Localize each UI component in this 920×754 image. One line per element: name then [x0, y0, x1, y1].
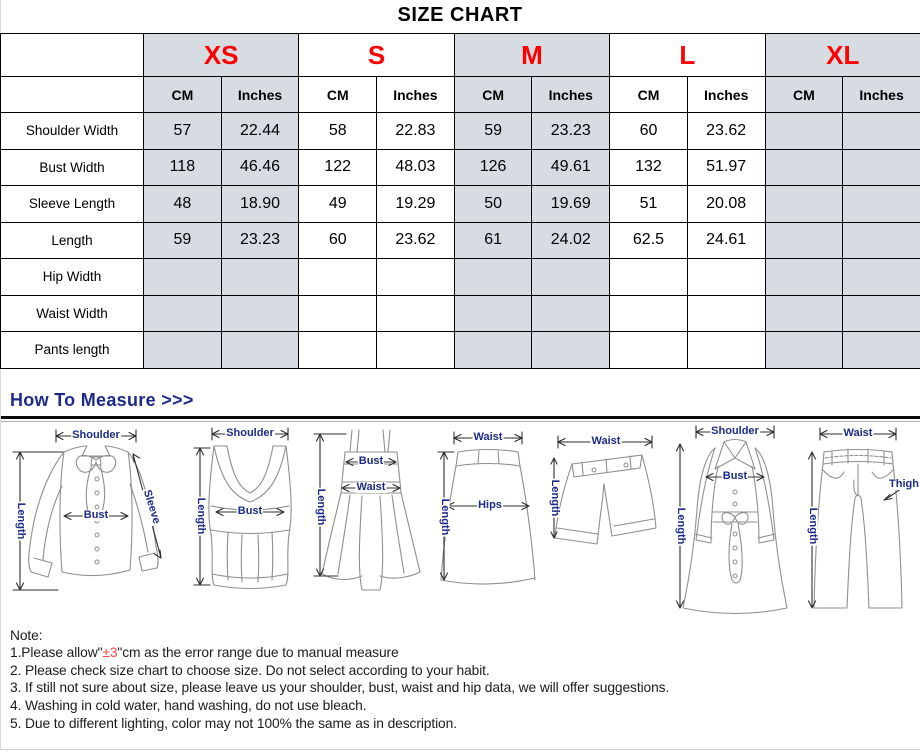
- corner-cell: [1, 34, 144, 77]
- value-cell: [610, 295, 688, 332]
- divider-line: [0, 416, 920, 419]
- dress-drawing: [312, 422, 430, 619]
- value-cell: [221, 259, 299, 296]
- value-cell: 62.5: [610, 222, 688, 259]
- table-row: [1, 186, 920, 223]
- size-header-row: [1, 34, 920, 77]
- value-cell: 122: [299, 149, 377, 186]
- note-item: 4. Washing in cold water, hand washing, do not use bleach.: [10, 697, 367, 713]
- value-cell: [221, 332, 299, 369]
- value-cell: 23.62: [377, 222, 455, 259]
- table-row: [1, 222, 920, 259]
- row-label: Waist Width: [1, 295, 144, 332]
- how-to-measure-heading: How To Measure >>>: [10, 389, 194, 410]
- row-label: Sleeve Length: [1, 186, 144, 223]
- measure-label: Length: [548, 479, 561, 516]
- table-row: [1, 113, 920, 150]
- measure-label: Bust: [722, 469, 748, 482]
- table-row: [1, 295, 920, 332]
- unit-header: Inches: [843, 77, 920, 113]
- value-cell: [765, 259, 843, 296]
- figure-dress: [312, 422, 430, 619]
- size-header-s: S: [299, 34, 454, 77]
- size-header-m: M: [454, 34, 609, 77]
- value-cell: [221, 295, 299, 332]
- measure-label: Length: [438, 498, 451, 535]
- value-cell: 59: [454, 113, 532, 150]
- size-header-xs: XS: [144, 34, 299, 77]
- value-cell: 57: [144, 113, 222, 150]
- value-cell: 19.29: [377, 186, 455, 223]
- value-cell: [454, 295, 532, 332]
- value-cell: [687, 332, 765, 369]
- value-cell: [532, 332, 610, 369]
- size-header-l: L: [610, 34, 765, 77]
- value-cell: [843, 259, 920, 296]
- unit-header: Inches: [532, 77, 610, 113]
- note-item: 2. Please check size chart to choose size. Do not select according to your habit.: [10, 662, 490, 678]
- measure-label: Thigh: [889, 477, 919, 490]
- table-row: [1, 149, 920, 186]
- value-cell: 61: [454, 222, 532, 259]
- value-cell: 20.08: [687, 186, 765, 223]
- value-cell: [377, 332, 455, 369]
- value-cell: 48.03: [377, 149, 455, 186]
- measure-label: Waist: [356, 480, 386, 493]
- value-cell: 59: [144, 222, 222, 259]
- measure-label: Length: [674, 507, 687, 544]
- unit-header: CM: [144, 77, 222, 113]
- value-cell: 51: [610, 186, 688, 223]
- value-cell: 60: [610, 113, 688, 150]
- measure-label: Length: [14, 502, 27, 539]
- value-cell: [299, 332, 377, 369]
- value-cell: 22.83: [377, 113, 455, 150]
- value-cell: [843, 295, 920, 332]
- row-label: Pants length: [1, 332, 144, 369]
- measure-label: Waist: [591, 434, 621, 447]
- value-cell: [610, 332, 688, 369]
- row-label: Shoulder Width: [1, 113, 144, 150]
- measure-figures: [0, 422, 920, 621]
- value-cell: [454, 332, 532, 369]
- value-cell: [532, 295, 610, 332]
- unit-header: CM: [454, 77, 532, 113]
- pants-drawing: [806, 422, 918, 619]
- value-cell: [299, 295, 377, 332]
- measure-label: Waist: [843, 426, 873, 439]
- measure-label: Hips: [478, 498, 502, 511]
- table-row: [1, 332, 920, 369]
- value-cell: [843, 186, 920, 223]
- value-cell: 19.69: [532, 186, 610, 223]
- value-cell: 51.97: [687, 149, 765, 186]
- measure-label: Length: [314, 488, 327, 525]
- measure-label: Bust: [358, 454, 384, 467]
- tank-top-drawing: [190, 422, 310, 619]
- tolerance-value: ±3: [102, 645, 118, 661]
- value-cell: [843, 149, 920, 186]
- unit-header: CM: [765, 77, 843, 113]
- bottom-edge-line: [0, 749, 920, 750]
- value-cell: [843, 332, 920, 369]
- notes-section: [10, 629, 920, 732]
- value-cell: 24.02: [532, 222, 610, 259]
- row-label: Bust Width: [1, 149, 144, 186]
- value-cell: 18.90: [221, 186, 299, 223]
- coat-drawing: [668, 422, 802, 619]
- value-cell: 132: [610, 149, 688, 186]
- value-cell: [687, 259, 765, 296]
- measure-label: Shoulder: [72, 428, 120, 441]
- figure-coat: [668, 422, 802, 619]
- shorts-drawing: [548, 422, 660, 619]
- notes-heading: Note:: [10, 627, 43, 643]
- note-item: 5. Due to different lighting, color may not 100% the same as in description.: [10, 715, 457, 731]
- note-item: 3. If still not sure about size, please leave us your shoulder, bust, waist and hip data, we will offer suggestions.: [10, 680, 670, 696]
- figure-pants: [806, 422, 918, 619]
- value-cell: [532, 259, 610, 296]
- value-cell: [765, 332, 843, 369]
- value-cell: [765, 113, 843, 150]
- value-cell: 22.44: [221, 113, 299, 150]
- value-cell: 23.23: [532, 113, 610, 150]
- measure-label: Sleeve: [140, 487, 163, 525]
- size-table: [0, 33, 920, 369]
- size-header-xl: XL: [765, 34, 920, 77]
- value-cell: [765, 149, 843, 186]
- note-item: 1.Please allow"±3"cm as the error range due to manual measure: [10, 645, 399, 661]
- value-cell: 60: [299, 222, 377, 259]
- value-cell: [765, 295, 843, 332]
- page-title: SIZE CHART: [397, 4, 523, 26]
- value-cell: 50: [454, 186, 532, 223]
- value-cell: 24.61: [687, 222, 765, 259]
- value-cell: [843, 222, 920, 259]
- unit-header: Inches: [221, 77, 299, 113]
- value-cell: [144, 259, 222, 296]
- value-cell: 49.61: [532, 149, 610, 186]
- value-cell: [144, 332, 222, 369]
- value-cell: 49: [299, 186, 377, 223]
- figure-blouse: [6, 422, 186, 619]
- measure-label: Bust: [237, 504, 263, 517]
- value-cell: [610, 259, 688, 296]
- unit-header-row: [1, 77, 920, 113]
- measure-label: Length: [194, 497, 207, 534]
- value-cell: 48: [144, 186, 222, 223]
- value-cell: [144, 295, 222, 332]
- figure-skirt: [434, 422, 542, 619]
- measure-label: Waist: [473, 430, 503, 443]
- measure-label: Shoulder: [226, 426, 274, 439]
- measure-label: Length: [806, 507, 819, 544]
- value-cell: [687, 295, 765, 332]
- value-cell: [765, 186, 843, 223]
- value-cell: 118: [144, 149, 222, 186]
- unit-header: Inches: [377, 77, 455, 113]
- value-cell: [299, 259, 377, 296]
- value-cell: 46.46: [221, 149, 299, 186]
- measure-label: Bust: [83, 508, 109, 521]
- value-cell: [765, 222, 843, 259]
- value-cell: [843, 113, 920, 150]
- figure-shorts: [548, 422, 660, 619]
- corner-cell: [1, 77, 144, 113]
- value-cell: 126: [454, 149, 532, 186]
- value-cell: [377, 295, 455, 332]
- unit-header: CM: [610, 77, 688, 113]
- table-row: [1, 259, 920, 296]
- unit-header: CM: [299, 77, 377, 113]
- figure-tank-top: [190, 422, 310, 619]
- value-cell: 23.62: [687, 113, 765, 150]
- value-cell: 23.23: [221, 222, 299, 259]
- measure-label: Shoulder: [711, 424, 759, 437]
- value-cell: [454, 259, 532, 296]
- row-label: Length: [1, 222, 144, 259]
- value-cell: [377, 259, 455, 296]
- unit-header: Inches: [687, 77, 765, 113]
- row-label: Hip Width: [1, 259, 144, 296]
- value-cell: 58: [299, 113, 377, 150]
